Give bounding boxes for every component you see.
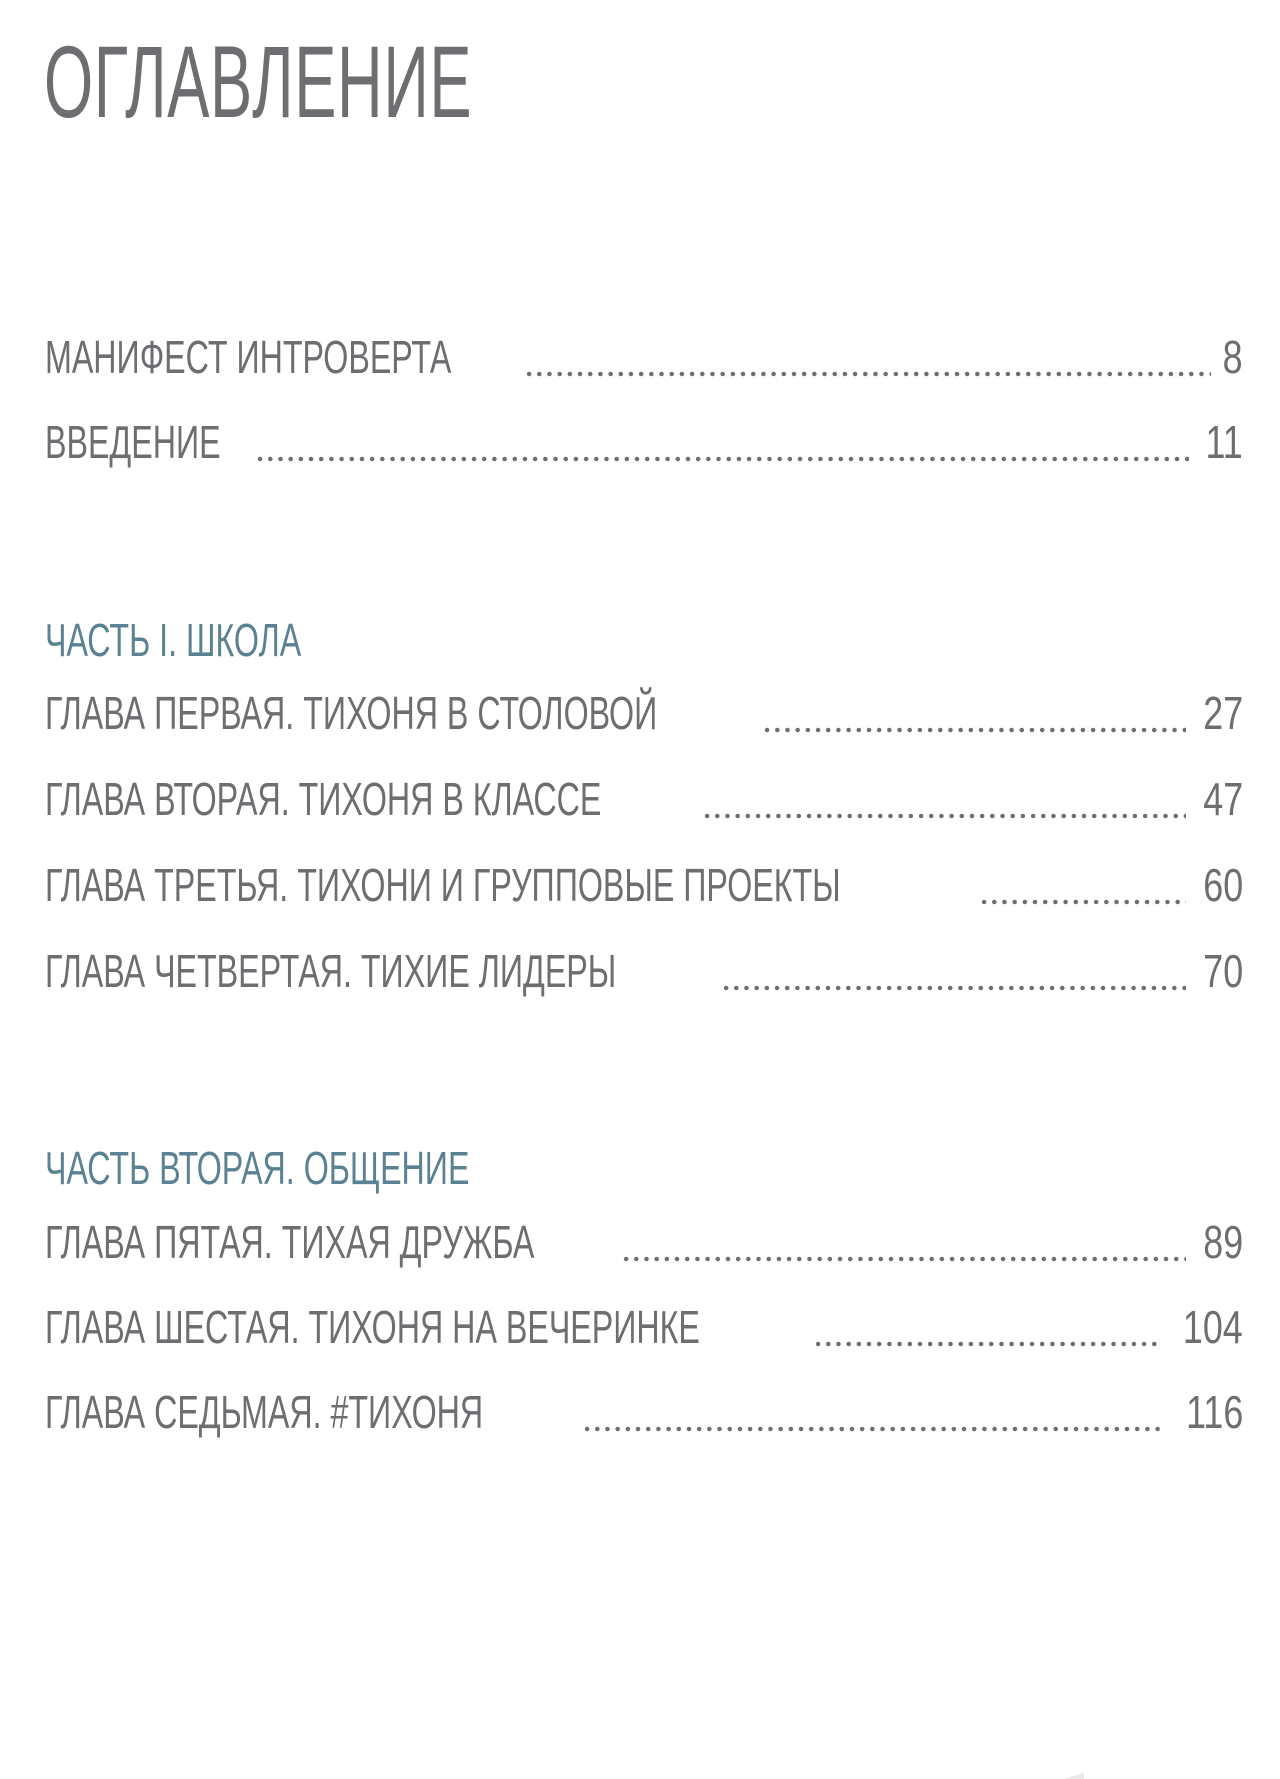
page-corner-mark [1064, 1773, 1084, 1779]
toc-entry-chapter-1[interactable] [45, 683, 1243, 743]
dot-leader [813, 1341, 1160, 1347]
dot-leader [621, 1256, 1186, 1262]
toc-entry-page: 27 [1203, 687, 1243, 739]
toc-entry-chapter-3[interactable] [45, 855, 1243, 915]
toc-entry-manifesto[interactable] [45, 327, 1243, 387]
dot-leader [255, 456, 1189, 462]
dot-leader [524, 371, 1211, 377]
toc-entry-introduction[interactable] [45, 412, 1243, 472]
toc-entry-page: 70 [1203, 945, 1243, 997]
toc-entry-page: 11 [1205, 416, 1243, 468]
dot-leader [762, 727, 1186, 733]
toc-entry-label: ГЛАВА СЕДЬМАЯ. #ТИХОНЯ [45, 1386, 484, 1438]
dot-leader [702, 813, 1186, 819]
part-heading-communication[interactable]: ЧАСТЬ ВТОРАЯ. ОБЩЕНИЕ [45, 1142, 470, 1194]
toc-entry-label: ГЛАВА ШЕСТАЯ. ТИХОНЯ НА ВЕЧЕРИНКЕ [45, 1301, 700, 1353]
toc-entry-label: ГЛАВА ТРЕТЬЯ. ТИХОНИ И ГРУППОВЫЕ ПРОЕКТЫ [45, 859, 841, 911]
toc-entry-label: ГЛАВА ВТОРАЯ. ТИХОНЯ В КЛАССЕ [45, 773, 602, 825]
toc-entry-page: 60 [1203, 859, 1243, 911]
toc-entry-chapter-5[interactable] [45, 1212, 1243, 1272]
toc-entry-label: ВВЕДЕНИЕ [45, 416, 221, 468]
toc-entry-label: ГЛАВА ПЯТАЯ. ТИХАЯ ДРУЖБА [45, 1216, 535, 1268]
dot-leader [979, 899, 1186, 905]
toc-entry-page: 8 [1223, 331, 1243, 383]
toc-entry-chapter-7[interactable] [45, 1382, 1243, 1442]
toc-entry-label: ГЛАВА ПЕРВАЯ. ТИХОНЯ В СТОЛОВОЙ [45, 687, 658, 739]
toc-entry-page: 116 [1185, 1386, 1243, 1438]
toc-entry-label: МАНИФЕСТ ИНТРОВЕРТА [45, 331, 452, 383]
toc-entry-chapter-4[interactable] [45, 941, 1243, 1001]
toc-entry-chapter-2[interactable] [45, 769, 1243, 829]
toc-entry-chapter-6[interactable] [45, 1297, 1243, 1357]
toc-entry-label: ГЛАВА ЧЕТВЕРТАЯ. ТИХИЕ ЛИДЕРЫ [45, 945, 617, 997]
toc-entry-page: 104 [1183, 1301, 1243, 1353]
dot-leader [721, 985, 1186, 991]
toc-entry-page: 89 [1203, 1216, 1243, 1268]
page-title: ОГЛАВЛЕНИЕ [44, 25, 473, 139]
toc-entry-page: 47 [1203, 773, 1243, 825]
dot-leader [582, 1426, 1164, 1432]
part-heading-school[interactable]: ЧАСТЬ I. ШКОЛА [45, 614, 302, 666]
